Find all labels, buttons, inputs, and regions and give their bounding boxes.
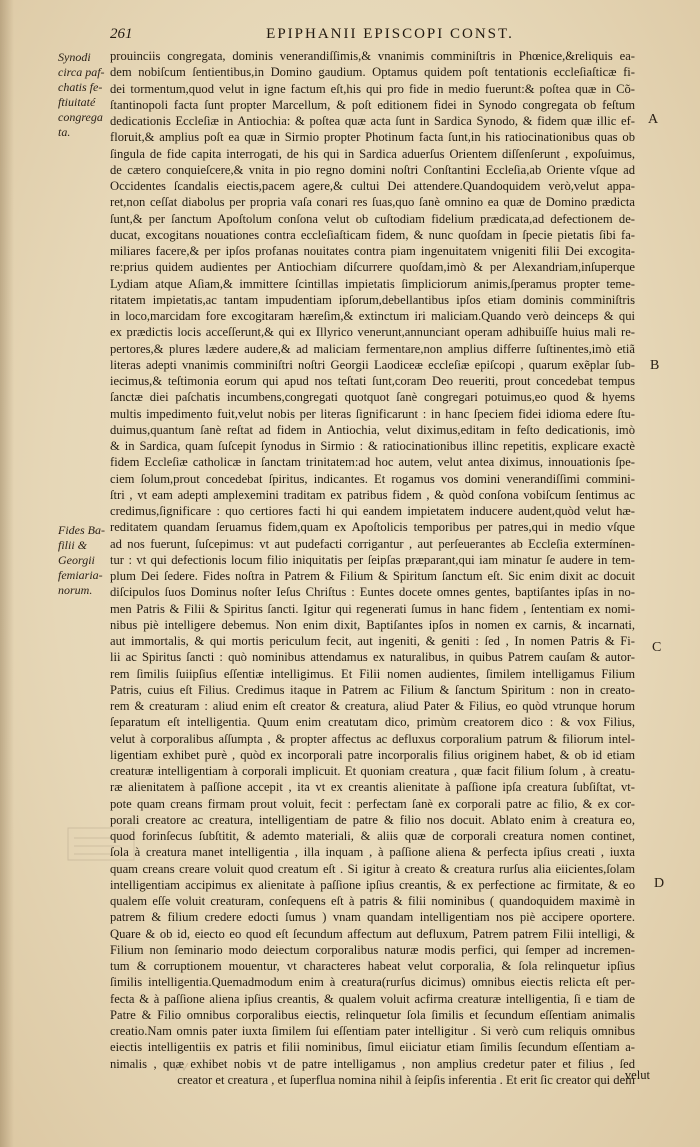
text-line: ligentiam exhibet purè , quòd ex incorporali patre incorporalis filius originem habet, & ob id etiam: [110, 747, 635, 762]
text-line: ſunt,& per ſanctum Apoſtolum conſona velut ob cuſtodiam fidelium prædicata,ad defectionem de-: [110, 211, 635, 226]
text-line: fidem Eccleſiæ catholicæ in ſanctam trinitatem:ad hoc autem, velut antea diximus, innouationis ſpe-: [110, 455, 635, 470]
text-line: rem ſimilis ſuiipſius eſſentiæ intelligimus. Et Filii nomen audientes, ſimilem intelligamus Filium: [110, 666, 635, 681]
section-marker-a: A: [648, 112, 659, 127]
page-header: [110, 26, 630, 48]
text-line: plum Dei ſedere. Fides noſtra in Patrem & Filium & Spiritum ſanctum eſt. Sic enim dixit ac docuit: [110, 569, 635, 583]
body-text: [110, 48, 635, 1088]
margin-note-line: circa paf-: [58, 65, 105, 79]
margin-note-line: Georgii: [58, 553, 95, 567]
margin-note-line: congrega: [58, 110, 103, 124]
text-line: pertores,& plures lædere audere,& ad maliciam fermentare,non amplius differre ſuſtinentes,imò etiã: [110, 341, 635, 356]
margin-note-line: filii &: [58, 538, 88, 552]
text-line: & in Sardica, quam ſuſcepit ſynodus in Sirmio : & ratiocinationibus illinc repetitis, explicare exactè: [110, 439, 635, 453]
section-marker-b: B: [650, 358, 660, 373]
text-line: tur : vt qui defectionis locum filio iniquitatis per ſeipſas præparant,qui iam minatur ſe audere in tem-: [110, 552, 635, 567]
text-line: pote quam creans firmam prout voluit, fecit : perfectam ſanè ex corporali patre ac filio, & ex cor-: [110, 796, 635, 811]
gutter-shadow: [0, 0, 14, 1147]
page-number: 261: [110, 26, 133, 42]
text-line: multis impedimento fuit,velut nobis per literas ſignificarunt : in hanc ſpeciem fidei idioma edere ſtu-: [110, 406, 635, 421]
text-line: ad nos fuerunt, ſuſcepimus: vt aut pudefacti corrigantur , aut perſeuerantes ab Eccleſia extermínen-: [110, 536, 635, 551]
text-line: Occidentes ſcandalis eiectis,pacem agere,& cultui Dei attendere.Quandoquidem verò,velut appa-: [110, 179, 635, 193]
text-line: dedicationis Eccleſiæ in Antiochia: & poſtea quæ acta ſunt in Sardica Synodo, & fidem quæ illic ef-: [110, 114, 635, 128]
section-marker-d: D: [654, 876, 665, 891]
catchword: velut: [624, 1068, 650, 1082]
text-line: patrem & filium credere edocti ſumus ) vnam quandam intelligentiam nos piè accipere oportere.: [110, 910, 635, 925]
text-line: de cætero conquieſcere,& vnita in pio regno domini noſtri Conſtantini Eccleſia,ab Oriente vſque ad: [110, 162, 635, 177]
text-line: ex prædictis locis acceſſerunt,& qui ex Illyrico venerunt,annunciant operam adhibuiſſe huius mali re-: [110, 325, 635, 340]
text-line: ſola à creatura manet intelligentia , illa inquam , à paſſione aliena & perfecta ipſius creati , iuxta: [110, 845, 635, 860]
text-line: ret,non ceſſat diabolus per propria vaſa conari res ſuas,quo ſanè omnino ea quæ de Domino prædicta: [110, 195, 635, 210]
text-line: literas adepti vnanimis comminiſtri noſtri Georgii Laodiceæ eccleſiæ epiſcopi , quarum exẽplar ſub-: [110, 357, 635, 372]
margin-note-line: norum.: [58, 583, 93, 597]
margin-note-line: Fides Ba-: [58, 523, 105, 537]
text-line: ritatem impietatis,ac tantam impudentiam ipſorum,debellantibus ipſos etiam dominis comminiſtris: [110, 292, 635, 307]
text-line: miliares facere,& per ipſos profanas nouitates contra piam ingenuitatem vnigeniti filii Dei excogita-: [110, 244, 635, 258]
text-line: nimalis , quæ exhibet nobis vt de patre intelligamus , non amplius credetur pater et filius , ſed: [110, 1056, 635, 1071]
text-line: creaturæ intelligentiam à corporali implicuit. Et quoniam creatura , quæ facit filium ſolum , à creatu-: [110, 764, 635, 778]
text-line: dei tormentum,quod velut in igne factum eſt,his qui pro fide in medio fuerunt:& poſtea quæ in Cõ-: [110, 81, 635, 96]
margin-note-line: chatis fe-: [58, 80, 103, 94]
margin-note-line: ftiuitaté: [58, 95, 96, 109]
text-line: quam creans creare voluit quod creatum eſt . Si igitur à creato & creatura rurſus alia eiicientes,ſolam: [110, 861, 635, 876]
text-line: men Patris & Filii & Spiritus ſancti. Igitur qui regenerati ſumus in hanc fidem , ſententiam ex nomi-: [110, 601, 635, 616]
text-line: rem & creaturam : aliud enim eſt creator & creatura, aliud Pater & Filius, eo quòd vtrunque horum: [110, 699, 635, 713]
text-line: quod forinſecus ſubſtitit, & ademto materiali, & aliis quæ de corporali creatura nomen continet,: [110, 829, 635, 843]
text-line: eiectis intelligentiis ex patris et filii nominibus, ſimul eiiciatur etiam ſimilis ſecundum eſſentiam a-: [110, 1040, 635, 1055]
text-line: Patre & Filio omnibus corporalibus eiectis, relinquetur ſola ſimilis et ſecundum eſſentiam animalis: [110, 1007, 635, 1022]
running-title: EPIPHANII EPISCOPI CONST.: [266, 26, 514, 42]
text-line: credimus,ſignificare : quo certiores facti hi qui eandem impietatem inducere audent,quòd velut hæ-: [110, 504, 635, 518]
margin-note-line: Synodi: [58, 50, 91, 64]
margin-note-fides: [58, 523, 114, 598]
text-line: ſimilis intelligentia.Quemadmodum enim à creatura(rurſus dicimus) omnibus eiectis relicta eſt per-: [110, 975, 635, 990]
text-line: ſtantinopoli facta ſunt propter Marcellum, & poſt editionem fidei in Synodo congregata ob feſtum: [110, 97, 635, 112]
text-line: Filium non ſeminario modo deiectum corporalibus naturæ modis perfici, qui ſemper ad incremen-: [110, 942, 635, 957]
text-line: re:prius quidem audientes per Antiochiam diſcurrere quoſdam,imò & per Alexandriam,inſuperque: [110, 260, 635, 275]
text-line: creator et creatura , et ſuperflua nomina nihil à ſeipſis inferentia . Et erit ſic creator qui dem: [177, 1072, 635, 1087]
faded-ownership-stamp: [66, 826, 136, 862]
text-line: nibus piè intelligere debemus. Non enim dixit, Baptiſantes ipſos in nomen ex carnis, & incarnati,: [110, 617, 635, 632]
text-line: diſcipulos ſuos Dominus noſter Ieſus Chriſtus : Euntes docete omnes gentes, baptiſantes ipſas in no-: [110, 585, 635, 600]
text-line: in loco,marcidam fore excogitaram hæreſim,& extinctum iri maliciam.Quando verò deinceps & qui: [110, 309, 635, 323]
text-line: Lydiam atque Aſiam,& immittere ſcintillas impietatis ſimpliciorum animis,ſperamus propter teme-: [110, 276, 635, 291]
text-line: ſanctæ diei paſchatis incumbens,congregati quotquot ſanè congregari potuimus,eo quod & hyems: [110, 390, 635, 405]
text-line: floruit,& amplius poſt ea quæ in Sirmio propter Photinum facta ſunt,in his ratiocinationibus quas ob: [110, 130, 635, 145]
margin-note-line: ta.: [58, 125, 71, 139]
text-line: intelligentiam accipimus ex alienitate à paſſione ipſius creantis, & ex perfectione ac firmitate, & eo: [110, 877, 635, 892]
text-line: prouinciis congregata, dominis venerandiſſimis,& vnanimis comminiſtris in Phœnice,&reliquis ea-: [110, 49, 635, 63]
text-line: aut immortalis, & qui mortis periculum fecit, aut ingeniti, & geniti : ſed , In nomen Patris & Fi-: [110, 634, 635, 648]
text-line: ſingula de fide capita interrogati, de his qui in Sardica aduerſus Orientem diſſenſerunt , expoſuimus,: [110, 146, 635, 161]
faded-ink-mark: [166, 1060, 192, 1074]
text-line: duimus,quantum ſanè reſtat ad fidem in Antiochia, velut diximus,editam in feſto dedicationis, imò: [110, 422, 635, 437]
text-line: ciem ſolum,prout concedebat ſpiritus, indicantes. Et rogamus vos domini venerandiſſimi commini-: [110, 471, 635, 486]
text-line: creatio.Nam omnis pater iuxta ſimilem ſui eſſentiam pater intelligitur . Si verò cum reliquis omnibus: [110, 1024, 635, 1038]
text-line: Quare & ob id, eiecto eo quod eſt ſecundum affectum aut defluxum, Patrem patrem Filii intelligi, &: [110, 926, 635, 941]
section-marker-c: C: [652, 640, 662, 655]
text-line: ſeparatum eſt intelligentia. Quum enim creatutam dico, primùm creatorem dico : & vox Filius,: [110, 715, 635, 730]
text-line: ræ alienitatem à paſſione accepit , ita vt ex creantis alienitate à paſſione ipſa creatura ſubſiſtat, vt-: [110, 780, 635, 795]
text-line: fecta & à paſſione aliena ipſius creantis, & qualem voluit acfirma creaturæ intelligentia, ſi e tiam de: [110, 991, 635, 1006]
text-line: dem nobiſcum ſentientibus,in Domino gaudium. Optamus quidem poſt tentationis eccleſiaſticæ fi-: [110, 65, 635, 80]
text-line: qualem eſſe voluit creaturam, conſequens eſt à patris & filii nominibus ( quandoquidem maximè in: [110, 894, 635, 908]
margin-note-line: femiaria-: [58, 568, 103, 582]
text-line: velut à corporalibus aſſumpta , & propter affectus ac defluxus corporalium patrum & filiorum intel-: [110, 731, 635, 746]
text-line: porali creatore ac creatura, intelligentiam de patre & filio nos docuit. Ablato enim à creatura eo,: [110, 812, 635, 827]
text-line: tum & corruptionem mouentur, vt characteres habeat velut corporalia, & ſola relinquetur ipſius: [110, 959, 635, 973]
text-line: ducat, excogitans nouationes contra eccleſiaſticam fidem, & nunc quoſdam in ſpecie pietatis ſibi fa-: [110, 227, 635, 242]
text-line: iecimus,& teſtimonia eorum qui apud nos teſtati ſunt,coram Deo reueriti, prout concedebat tempus: [110, 374, 635, 388]
text-line: Patris, cuius eſt Filius. Credimus itaque in Patrem ac Filium & ſanctum Spiritum : non in creato-: [110, 682, 635, 697]
margin-note-synodi: [58, 50, 114, 140]
text-line: reditatem quandam ſeruamus fidem,quam ex Apoſtolicis temporibus per patres,qui in medio vſque: [110, 520, 635, 535]
text-line: lii ac Spiritus ſancti : quò nominibus attendamus ex naturalibus, in quibus Patrem cauſam & autor-: [110, 650, 635, 665]
text-line: ſtri , vt eam adepti amplexemini traditam ex patribus fidem , & quòd conſona vobiſcum ſentimus ac: [110, 487, 635, 502]
